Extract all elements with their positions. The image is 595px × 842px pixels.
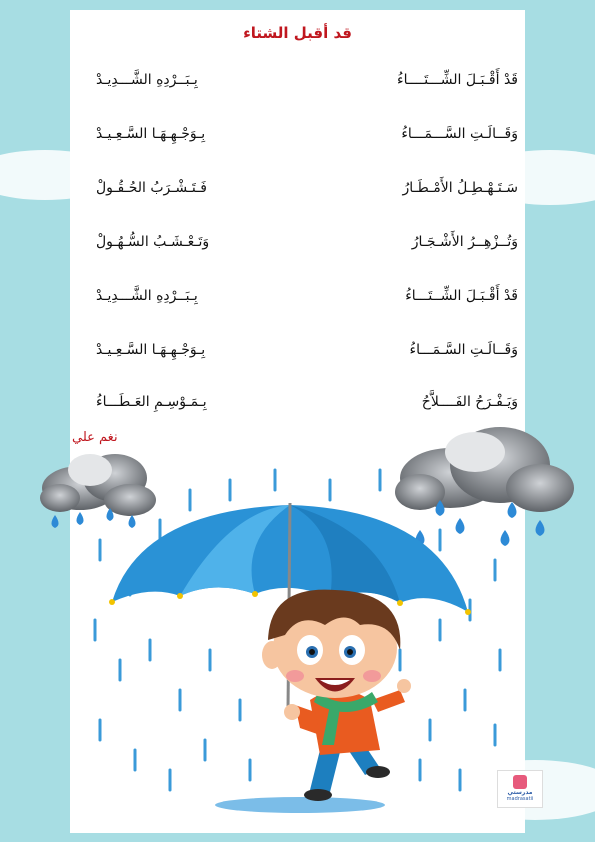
madrasatii-logo bbox=[497, 770, 543, 808]
water-puddle bbox=[215, 797, 385, 813]
verse-first-hemistich: قَدْ أَقْـبَـلَ الشِّــتَـــاءُ bbox=[405, 288, 518, 304]
verse-first-hemistich: سَـتَـهْـطِـلُ الأَمْـطَـارُ bbox=[402, 180, 518, 196]
verse-second-hemistich: بِـوَجْـهِـهَـا السَّـعِـيـدْ bbox=[96, 342, 206, 358]
verse-second-hemistich: بِـبَــرْدِهِ الشَّـــدِيـدْ bbox=[96, 288, 198, 304]
verse-second-hemistich: فَـتَـشْـرَبُ الحُـقُـولْ bbox=[96, 180, 207, 196]
verse-second-hemistich: بِـمَـوْسِـمِ العَـطَـــاءُ bbox=[96, 394, 207, 410]
left-rain-cloud bbox=[40, 454, 156, 516]
boy-character bbox=[262, 590, 411, 801]
verse-second-hemistich: وَتَـعْـشَـبُ السُّـهُـولْ bbox=[96, 234, 210, 250]
verse-second-hemistich: بِـبَــرْدِهِ الشَّـــدِيـدْ bbox=[96, 72, 198, 88]
verse-first-hemistich: قَدْ أَقْـبَـلَ الشِّـــتَــــاءُ bbox=[397, 72, 518, 88]
verse-first-hemistich: وَقَــالَـتِ السَّـمَـــاءُ bbox=[409, 342, 518, 358]
verse-first-hemistich: وَقَــالَـتِ السَّـــمَـــاءُ bbox=[401, 126, 518, 142]
verse-second-hemistich: بِـوَجْـهِـهَـا السَّـعِـيـدْ bbox=[96, 126, 206, 142]
verse-first-hemistich: وَتُــزْهِــرُ الأَشْـجَـارُ bbox=[411, 234, 518, 250]
verse-first-hemistich: وَيَـفْـرَحُ الفَــــلاَّحُ bbox=[421, 394, 518, 410]
poem-title: قد أقبل الشتاء bbox=[243, 24, 352, 42]
author-name: نغم علي bbox=[72, 430, 118, 445]
logo-arabic-text: مدرستي bbox=[507, 789, 533, 796]
logo-icon bbox=[513, 775, 527, 789]
logo-latin-text: madrasatii bbox=[506, 796, 534, 802]
right-rain-cloud bbox=[395, 427, 574, 512]
